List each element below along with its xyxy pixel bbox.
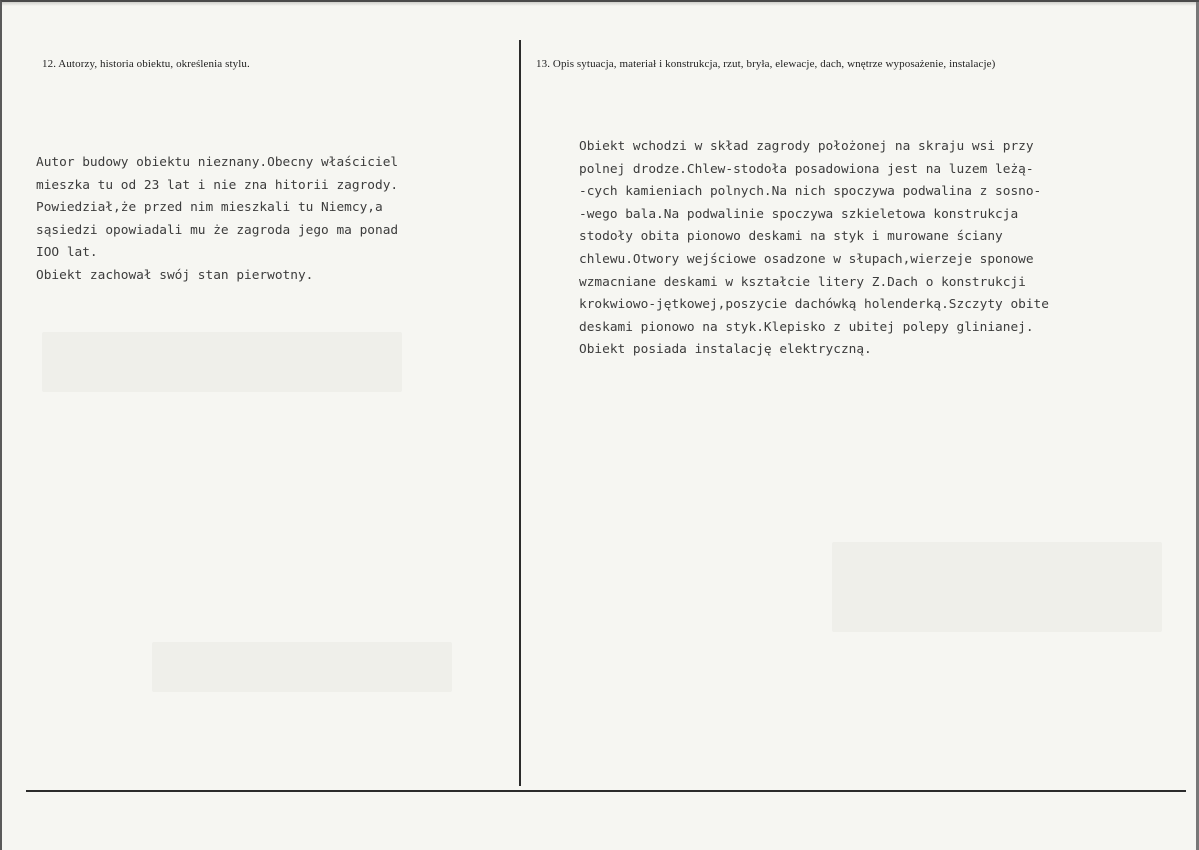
text-line: -cych kamieniach polnych.Na nich spoczywa podwalina z sosno-	[579, 184, 1042, 200]
paper-smudge	[832, 542, 1162, 632]
text-line: sąsiedzi opowiadali mu że zagroda jego ma ponad	[36, 222, 399, 238]
text-line: Obiekt wchodzi w skład zagrody położonej na skraju wsi przy	[579, 139, 1034, 154]
text-line: -wego bala.Na podwalinie spoczywa szkieletowa konstrukcja	[579, 206, 1019, 222]
text-line: Obiekt zachował swój stan pierwotny.	[36, 267, 314, 283]
text-line: mieszka tu od 23 lat i nie zna hitorii zagrody.	[36, 177, 399, 193]
paper-smudge	[42, 332, 402, 392]
paper-smudge	[152, 642, 452, 692]
text-line: stodoły obita pionowo deskami na styk i murowane ściany	[579, 229, 1003, 245]
text-line: wzmacniane deskami w kształcie litery Z.Dach o konstrukcji	[579, 274, 1026, 290]
text-line: polnej drodze.Chlew-stodoła posadowiona jest na luzem leżą-	[579, 161, 1034, 177]
bottom-rule	[26, 790, 1186, 792]
text-line: krokwiowo-jętkowej,poszycie dachówką holenderką.Szczyty obite	[579, 297, 1049, 313]
scan-top-shadow	[2, 2, 1199, 6]
section-12-text	[36, 152, 398, 288]
section-12-heading: 12. Autorzy, historia obiektu, określenia stylu.	[42, 58, 250, 70]
text-line: Obiekt posiada instalację elektryczną.	[579, 342, 872, 358]
text-line: deskami pionowo na styk.Klepisko z ubitej polepy glinianej.	[579, 319, 1034, 335]
column-divider	[519, 40, 521, 786]
text-line: IOO lat.	[36, 245, 98, 261]
section-13-text	[579, 136, 1049, 362]
text-line: Powiedział,że przed nim mieszkali tu Niemcy,a	[36, 200, 383, 216]
section-13-heading: 13. Opis sytuacja, materiał i konstrukcja, rzut, bryła, elewacje, dach, wnętrze wyposażenie, instalacje)	[536, 58, 996, 70]
text-line: chlewu.Otwory wejściowe osadzone w słupach,wierzeje sponowe	[579, 251, 1034, 267]
text-line: Autor budowy obiektu nieznany.Obecny właściciel	[36, 155, 399, 170]
